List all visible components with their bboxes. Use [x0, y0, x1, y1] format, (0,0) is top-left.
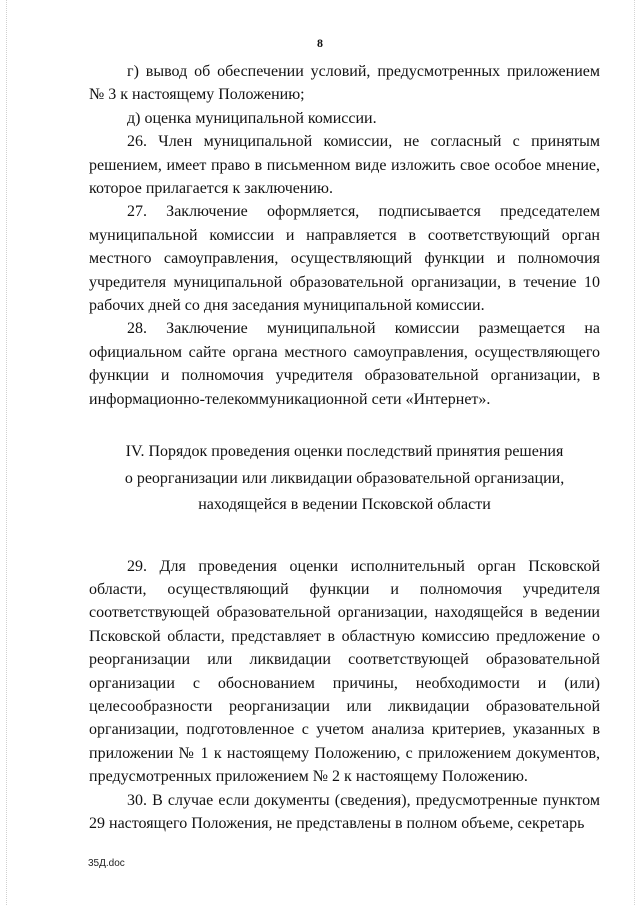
- document-body: [89, 60, 600, 835]
- section-heading: [89, 439, 600, 519]
- section-heading-line-2: о реорганизации или ликвидации образовательной организации,: [124, 469, 565, 487]
- paragraph-g: г) вывод об обеспечении условий, предусмотренных приложением № 3 к настоящему Положению;: [89, 63, 600, 104]
- paragraph-27: 27. Заключение оформляется, подписывается председателем муниципальной комиссии и направляется в соответствующий орган местного самоуправления, осуществляющий функции и полномочия учредителя муниципальной образовательной организации, в течение 10 рабочих дней со дня заседания муниципальной комиссии.: [89, 203, 600, 315]
- section-heading-line-1: IV. Порядок проведения оценки последствий принятия решения: [125, 443, 564, 461]
- paragraph-30: 30. В случае если документы (сведения), предусмотренные пунктом 29 настоящего Положения, не представлены в полном объеме, секретарь: [89, 791, 600, 833]
- scan-edge-right: [634, 0, 640, 905]
- scan-edge-left: [0, 0, 7, 905]
- paragraph-29: 29. Для проведения оценки исполнительный орган Псковской области, осуществляющий функции и полномочия учредителя соответствующей образовательной организации, находящейся в ведении Псковской области, представляет в областную комиссию предложение о реорганизации или ликвидации соответствующей образовательной организации с обоснованием причины, необходимости и (или) целесообразности реорганизации или ликвидации образовательной организации, подготовленное с учетом анализа критериев, указанных в приложении № 1 к настоящему Положению, с приложением документов, предусмотренных приложением № 2 к настоящему Положению.: [89, 557, 600, 786]
- paragraph-26: 26. Член муниципальной комиссии, не согласный с принятым решением, имеет право в письменном виде изложить свое особое мнение, которое прилагается к заключению.: [89, 133, 600, 198]
- footer-filename: 35Д.doc: [88, 858, 125, 869]
- paragraph-28: 28. Заключение муниципальной комиссии размещается на официальном сайте органа местного самоуправления, осуществляющего функции и полномочия учредителя образовательной организации, в информационно-телекоммуникационной сети «Интернет».: [89, 320, 600, 408]
- page-number: 8: [317, 36, 323, 50]
- section-heading-line-3: находящейся в ведении Псковской области: [198, 496, 491, 514]
- paragraph-d: д) оценка муниципальной комиссии.: [127, 109, 377, 127]
